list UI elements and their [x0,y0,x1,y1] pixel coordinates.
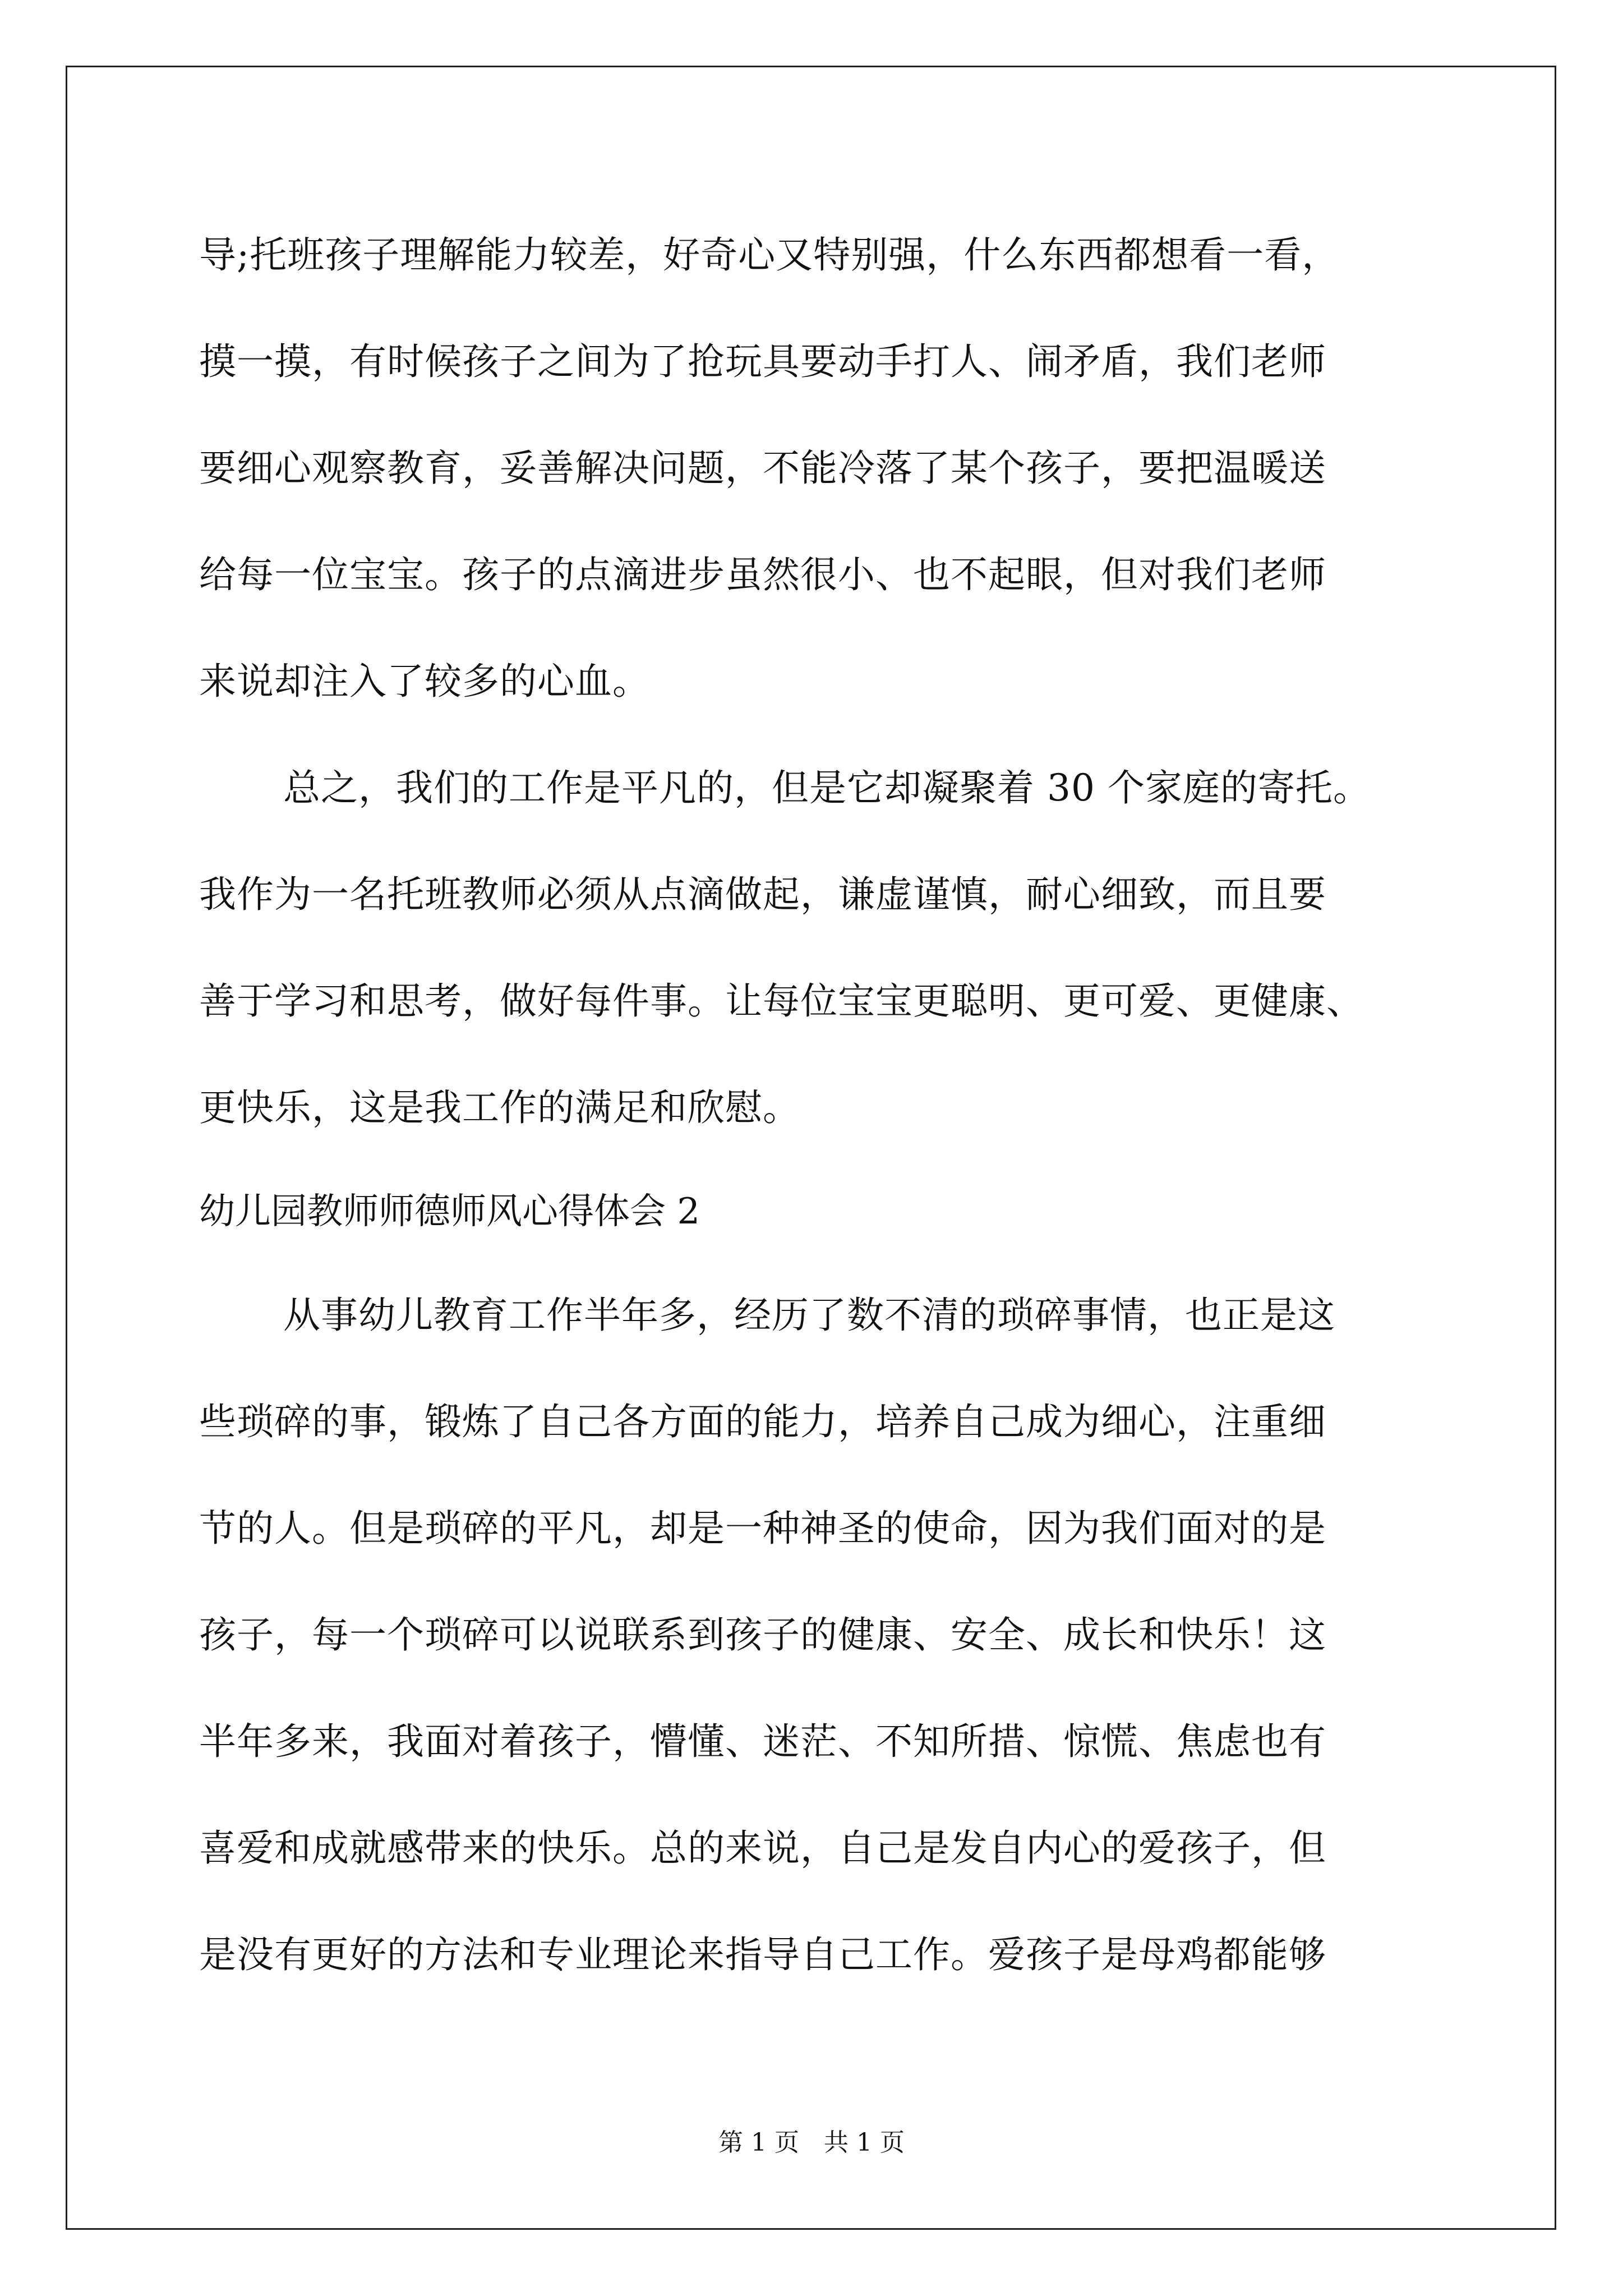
section-heading: 幼儿园教师师德师风心得体会 2 [199,1191,700,1232]
text-line-8: 善于学习和思考，做好每件事。让每位宝宝更聪明、更可爱、更健康、 [199,979,1364,1023]
text-line-7: 我作为一名托班教师必须从点滴做起，谦虚谨慎，耐心细致，而且要 [199,873,1326,916]
text-line-1: 导;托班孩子理解能力较差，好奇心又特别强，什么东西都想看一看， [199,233,1340,277]
text-line-15: 半年多来，我面对着孩子，懵懂、迷茫、不知所措、惊慌、焦虑也有 [199,1720,1326,1763]
document-body [199,202,1422,2008]
text-line-6: 总之，我们的工作是平凡的，但是它却凝聚着 30 个家庭的寄托。 [283,766,1371,809]
text-line-5: 来说却注入了较多的心血。 [199,660,650,703]
text-line-3: 要细心观察教育，妥善解决问题，不能冷落了某个孩子，要把温暖送 [199,447,1326,490]
text-line-9: 更快乐，这是我工作的满足和欣慰。 [199,1086,800,1129]
text-line-13: 节的人。但是琐碎的平凡，却是一种神圣的使命，因为我们面对的是 [199,1507,1326,1550]
text-line-16: 喜爱和成就感带来的快乐。总的来说，自己是发自内心的爱孩子，但 [199,1826,1326,1870]
text-line-12: 些琐碎的事，锻炼了自己各方面的能力，培养自己成为细心，注重细 [199,1400,1326,1443]
text-line-11: 从事幼儿教育工作半年多，经历了数不清的琐碎事情，也正是这 [283,1294,1335,1337]
text-line-4: 给每一位宝宝。孩子的点滴进步虽然很小、也不起眼，但对我们老师 [199,553,1326,596]
text-line-14: 孩子，每一个琐碎可以说联系到孩子的健康、安全、成长和快乐！这 [199,1613,1326,1657]
page-footer: 第 1 页 共 1 页 [718,2128,905,2157]
text-line-2: 摸一摸，有时候孩子之间为了抢玩具要动手打人、闹矛盾，我们老师 [199,340,1326,383]
text-line-17: 是没有更好的方法和专业理论来指导自己工作。爱孩子是母鸡都能够 [199,1933,1326,1976]
